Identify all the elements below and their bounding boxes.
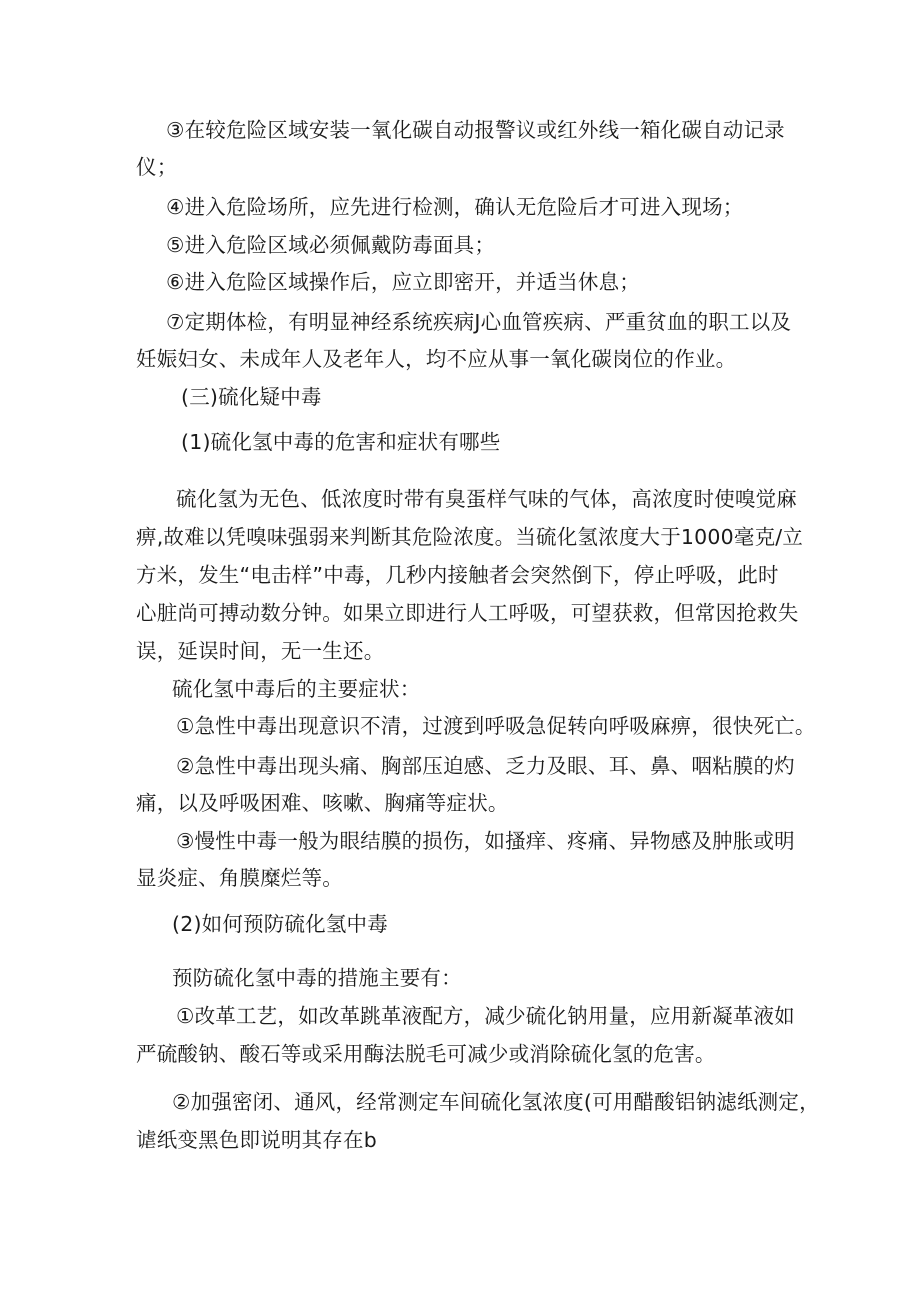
h2s-para-line3: 方米，发生“电击样”中毒，几秒内接触者会突然倒下，停止呼吸，此时 (136, 563, 779, 587)
prevention-1-line1: ①改革工艺，如改革跳革液配方，减少硫化钠用量，应用新凝革液如 (176, 1004, 795, 1028)
h2s-para-line2: 痹,故难以凭嗅味强弱来判断其危险浓度。当硫化氢浓度大于1000毫克/立 (136, 525, 804, 549)
symptom-3-line1: ③慢性中毒一般为眼结膜的损伤，如搔痒、疼痛、异物感及肿胀或明 (176, 829, 795, 853)
q2-heading: (2)如何预防硫化氢中毒 (172, 912, 388, 936)
co-item6: ⑥进入危险区域操作后，应立即密开，并适当休息； (166, 270, 640, 294)
section3-heading: (三)硫化疑中毒 (181, 385, 322, 409)
symptom-2-line2: 痛，以及呼吸困难、咳嗽、胸痛等症状。 (136, 791, 509, 815)
symptom-1: ①急性中毒出现意识不清，过渡到呼吸急促转向呼吸麻痹，很快死亡。 (176, 714, 816, 738)
symptoms-intro: 硫化氢中毒后的主要症状： (172, 677, 421, 701)
h2s-para-line4: 心脏尚可搏动数分钟。如果立即进行人工呼吸，可望获救，但常因抢救失 (136, 601, 799, 625)
co-item5: ⑤进入危险区域必须佩戴防毒面具； (166, 233, 496, 257)
co-item3-line1: ③在较危险区域安装一氧化碳自动报警议或红外线一箱化碳自动记录 (166, 118, 785, 142)
symptom-3-line2: 显炎症、角膜糜烂等。 (136, 866, 343, 890)
q1-heading: (1)硫化氢中毒的危害和症状有哪些 (181, 430, 501, 454)
prevention-1-line2: 严硫酸钠、酸石等或采用酶法脱毛可减少或消除硫化氢的危害。 (136, 1042, 716, 1066)
h2s-para-line5: 误，延误时间，无一生还。 (136, 639, 385, 663)
co-item3-line2: 仪； (136, 155, 178, 179)
symptom-2-line1: ②急性中毒出现头痛、胸部压迫感、乏力及眼、耳、鼻、咽粘膜的灼 (176, 754, 795, 778)
prevention-2-line1: ②加强密闭、通风，经常测定车间硫化氢浓度(可用醋酸铝钠滤纸测定， (172, 1090, 820, 1114)
co-item7-line2: 妊娠妇女、未成年人及老年人，均不应从事一氧化碳岗位的作业。 (136, 347, 737, 371)
h2s-para-line1: 硫化氢为无色、低浓度时带有臭蛋样气味的气体，高浓度时使嗅觉麻 (176, 487, 797, 511)
prevention-2-line2: 谑纸变黑色即说明其存在b (136, 1128, 377, 1152)
prevention-intro: 预防硫化氢中毒的措施主要有： (172, 966, 462, 990)
co-item7-line1: ⑦定期体检，有明显神经系统疾病J心血管疾病、严重贫血的职工以及 (166, 310, 792, 334)
co-item4: ④进入危险场所，应先进行检测，确认无危险后才可进入现场； (166, 195, 744, 219)
